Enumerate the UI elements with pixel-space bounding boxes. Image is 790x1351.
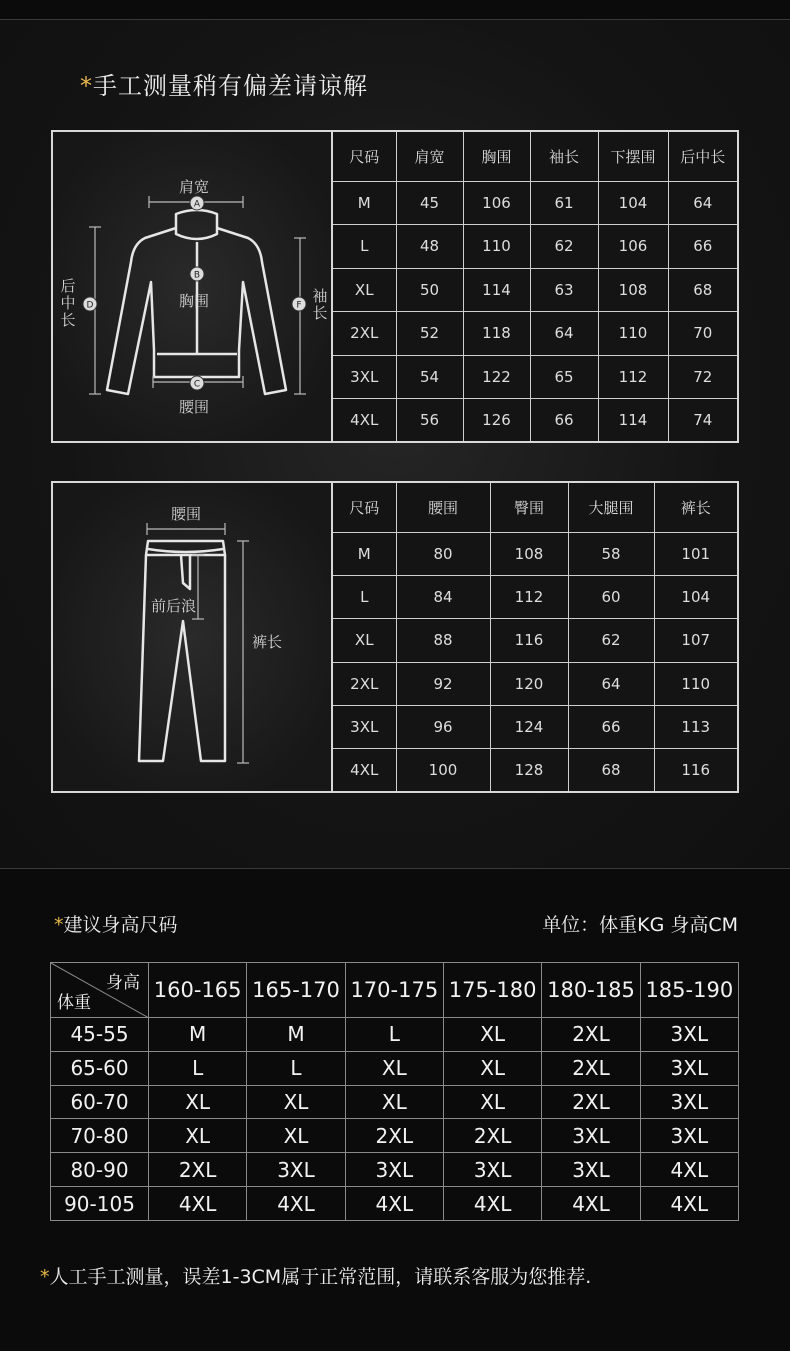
recommend-table <box>50 962 739 1221</box>
pants-table-row <box>333 619 737 662</box>
pants-header-cell: 臀围 <box>490 483 568 532</box>
weight-range-cell: 80-90 <box>51 1153 149 1187</box>
recommended-size-cell: XL <box>443 1018 541 1052</box>
jacket-value-cell: 66 <box>668 225 737 268</box>
jacket-value-cell: 118 <box>463 312 530 355</box>
pants-size-block <box>51 481 739 793</box>
pants-value-cell: 116 <box>654 749 737 791</box>
jacket-value-cell: 54 <box>396 355 463 398</box>
measurement-note <box>80 66 368 101</box>
recommended-size-cell: 4XL <box>443 1187 541 1221</box>
jacket-value-cell: 65 <box>530 355 598 398</box>
pants-value-cell: 128 <box>490 749 568 791</box>
pants-value-cell: 64 <box>568 662 654 705</box>
recommend-title <box>54 910 178 937</box>
jacket-size-cell: L <box>333 225 396 268</box>
pants-table-row <box>333 749 737 791</box>
jacket-value-cell: 56 <box>396 399 463 441</box>
height-range-header: 170-175 <box>345 963 443 1018</box>
pants-size-cell: L <box>333 575 396 618</box>
pants-value-cell: 58 <box>568 532 654 575</box>
jacket-header-cell: 袖长 <box>530 132 598 181</box>
pants-value-cell: 124 <box>490 705 568 748</box>
recommended-size-cell: L <box>149 1051 247 1085</box>
recommended-size-cell: 2XL <box>149 1153 247 1187</box>
jacket-value-cell: 70 <box>668 312 737 355</box>
jacket-value-cell: 64 <box>530 312 598 355</box>
label-sleeve: 袖长 <box>312 287 328 322</box>
pants-value-cell: 101 <box>654 532 737 575</box>
jacket-value-cell: 122 <box>463 355 530 398</box>
unit-note: 单位：体重KG 身高CM <box>542 914 738 936</box>
pants-header-cell: 裤长 <box>654 483 737 532</box>
pants-size-cell: XL <box>333 619 396 662</box>
pants-value-cell: 96 <box>396 705 490 748</box>
recommended-size-cell: M <box>247 1018 345 1052</box>
jacket-header-cell: 尺码 <box>333 132 396 181</box>
pants-value-cell: 108 <box>490 532 568 575</box>
jacket-table-row <box>333 268 737 311</box>
pants-header-cell: 腰围 <box>396 483 490 532</box>
recommended-size-cell: M <box>149 1018 247 1052</box>
recommended-size-cell: 4XL <box>247 1187 345 1221</box>
pants-value-cell: 68 <box>568 749 654 791</box>
pants-value-cell: 88 <box>396 619 490 662</box>
jacket-value-cell: 62 <box>530 225 598 268</box>
jacket-value-cell: 114 <box>598 399 668 441</box>
label-waist: 腰围 <box>179 398 210 416</box>
jacket-header-cell: 下摆围 <box>598 132 668 181</box>
recommended-size-cell: XL <box>247 1085 345 1119</box>
label-pants-length: 裤长 <box>252 633 283 651</box>
pants-value-cell: 112 <box>490 575 568 618</box>
jacket-value-cell: 106 <box>463 181 530 224</box>
pants-value-cell: 92 <box>396 662 490 705</box>
pants-value-cell: 80 <box>396 532 490 575</box>
recommended-size-cell: 3XL <box>345 1153 443 1187</box>
weight-range-cell: 65-60 <box>51 1051 149 1085</box>
jacket-value-cell: 126 <box>463 399 530 441</box>
pants-value-cell: 66 <box>568 705 654 748</box>
jacket-size-table <box>333 132 737 441</box>
jacket-value-cell: 61 <box>530 181 598 224</box>
jacket-value-cell: 104 <box>598 181 668 224</box>
jacket-size-block <box>51 130 739 443</box>
jacket-value-cell: 110 <box>598 312 668 355</box>
label-back-length: 后中长 <box>60 277 76 329</box>
jacket-size-cell: 3XL <box>333 355 396 398</box>
pants-size-cell: M <box>333 532 396 575</box>
marker-a: A <box>193 199 201 210</box>
jacket-value-cell: 72 <box>668 355 737 398</box>
recommended-size-cell: 3XL <box>640 1018 738 1052</box>
recommended-size-cell: 2XL <box>443 1119 541 1153</box>
jacket-header-cell: 肩宽 <box>396 132 463 181</box>
jacket-size-cell: 2XL <box>333 312 396 355</box>
pants-value-cell: 60 <box>568 575 654 618</box>
footer-note <box>40 1262 591 1289</box>
recommended-size-cell: 4XL <box>542 1187 640 1221</box>
recommended-size-cell: XL <box>443 1085 541 1119</box>
height-range-header: 160-165 <box>149 963 247 1018</box>
jacket-table-row <box>333 225 737 268</box>
recommended-size-cell: 4XL <box>640 1187 738 1221</box>
jacket-value-cell: 110 <box>463 225 530 268</box>
recommended-size-cell: L <box>247 1051 345 1085</box>
jacket-value-cell: 64 <box>668 181 737 224</box>
weight-range-cell: 90-105 <box>51 1187 149 1221</box>
height-range-header: 165-170 <box>247 963 345 1018</box>
pants-outline-icon <box>53 483 331 791</box>
jacket-value-cell: 50 <box>396 268 463 311</box>
recommend-table-row <box>51 1153 739 1187</box>
pants-value-cell: 120 <box>490 662 568 705</box>
pants-header-cell: 大腿围 <box>568 483 654 532</box>
pants-table-row <box>333 662 737 705</box>
pants-value-cell: 104 <box>654 575 737 618</box>
pants-value-cell: 100 <box>396 749 490 791</box>
recommended-size-cell: 4XL <box>345 1187 443 1221</box>
height-range-header: 185-190 <box>640 963 738 1018</box>
label-chest: 胸围 <box>179 292 210 310</box>
jacket-value-cell: 66 <box>530 399 598 441</box>
marker-c: C <box>193 379 201 390</box>
recommended-size-cell: 2XL <box>542 1085 640 1119</box>
corner-weight-label: 体重 <box>57 993 91 1013</box>
jacket-header-cell: 后中长 <box>668 132 737 181</box>
weight-range-cell: 70-80 <box>51 1119 149 1153</box>
label-rise: 前后浪 <box>151 597 197 615</box>
jacket-value-cell: 48 <box>396 225 463 268</box>
jacket-value-cell: 74 <box>668 399 737 441</box>
pants-size-cell: 4XL <box>333 749 396 791</box>
recommend-table-row <box>51 1051 739 1085</box>
jacket-value-cell: 52 <box>396 312 463 355</box>
marker-f: F <box>296 300 302 311</box>
jacket-value-cell: 106 <box>598 225 668 268</box>
weight-range-cell: 60-70 <box>51 1085 149 1119</box>
recommend-table-row <box>51 1085 739 1119</box>
corner-height-label: 身高 <box>106 973 140 993</box>
recommended-size-cell: 3XL <box>247 1153 345 1187</box>
pants-header-cell: 尺码 <box>333 483 396 532</box>
jacket-table-row <box>333 181 737 224</box>
recommended-size-cell: XL <box>345 1085 443 1119</box>
recommend-header-row <box>51 963 739 1018</box>
jacket-size-cell: XL <box>333 268 396 311</box>
recommended-size-cell: 3XL <box>640 1119 738 1153</box>
pants-header-row <box>333 483 737 532</box>
pants-value-cell: 113 <box>654 705 737 748</box>
jacket-table-row <box>333 355 737 398</box>
jacket-value-cell: 63 <box>530 268 598 311</box>
recommend-table-row <box>51 1187 739 1221</box>
jacket-diagram <box>53 132 333 441</box>
jacket-header-row <box>333 132 737 181</box>
weight-range-cell: 45-55 <box>51 1018 149 1052</box>
pants-size-cell: 3XL <box>333 705 396 748</box>
marker-b: B <box>193 270 201 281</box>
pants-size-table <box>333 483 737 791</box>
recommended-size-cell: 3XL <box>640 1051 738 1085</box>
jacket-size-cell: 4XL <box>333 399 396 441</box>
pants-table-row <box>333 705 737 748</box>
pants-table-row <box>333 532 737 575</box>
recommended-size-cell: 3XL <box>542 1153 640 1187</box>
recommended-size-cell: 4XL <box>149 1187 247 1221</box>
recommended-size-cell: XL <box>149 1119 247 1153</box>
height-range-header: 175-180 <box>443 963 541 1018</box>
pants-value-cell: 62 <box>568 619 654 662</box>
recommended-size-cell: XL <box>345 1051 443 1085</box>
jacket-header-cell: 胸围 <box>463 132 530 181</box>
label-pants-waist: 腰围 <box>171 505 202 523</box>
jacket-size-cell: M <box>333 181 396 224</box>
footer-text: 人工手工测量，误差1-3CM属于正常范围，请联系客服为您推荐. <box>49 1266 592 1288</box>
jacket-value-cell: 68 <box>668 268 737 311</box>
footer-star: * <box>40 1266 50 1288</box>
recommended-size-cell: L <box>345 1018 443 1052</box>
marker-d: D <box>86 300 94 311</box>
recommend-table-row <box>51 1119 739 1153</box>
recommended-size-cell: 3XL <box>443 1153 541 1187</box>
pants-value-cell: 110 <box>654 662 737 705</box>
recommended-size-cell: XL <box>149 1085 247 1119</box>
note-star: * <box>80 72 93 100</box>
recommended-size-cell: 4XL <box>640 1153 738 1187</box>
pants-size-cell: 2XL <box>333 662 396 705</box>
recommended-size-cell: 3XL <box>640 1085 738 1119</box>
recommended-size-cell: 2XL <box>542 1051 640 1085</box>
recommended-size-cell: 2XL <box>542 1018 640 1052</box>
recommended-size-cell: 2XL <box>345 1119 443 1153</box>
pants-value-cell: 84 <box>396 575 490 618</box>
height-range-header: 180-185 <box>542 963 640 1018</box>
note-text: 手工测量稍有偏差请谅解 <box>93 72 368 100</box>
recommended-size-cell: XL <box>443 1051 541 1085</box>
pants-table-row <box>333 575 737 618</box>
recommend-title-text: 建议身高尺码 <box>63 914 178 936</box>
jacket-table-row <box>333 312 737 355</box>
jacket-value-cell: 112 <box>598 355 668 398</box>
label-shoulder: 肩宽 <box>179 178 210 196</box>
jacket-value-cell: 114 <box>463 268 530 311</box>
pants-diagram <box>53 483 333 791</box>
recommend-star: * <box>54 914 64 936</box>
recommend-table-row <box>51 1018 739 1052</box>
pants-value-cell: 107 <box>654 619 737 662</box>
recommend-corner-cell <box>51 963 149 1018</box>
jacket-value-cell: 45 <box>396 181 463 224</box>
recommended-size-cell: XL <box>247 1119 345 1153</box>
jacket-value-cell: 108 <box>598 268 668 311</box>
recommended-size-cell: 3XL <box>542 1119 640 1153</box>
pants-value-cell: 116 <box>490 619 568 662</box>
jacket-table-row <box>333 399 737 441</box>
